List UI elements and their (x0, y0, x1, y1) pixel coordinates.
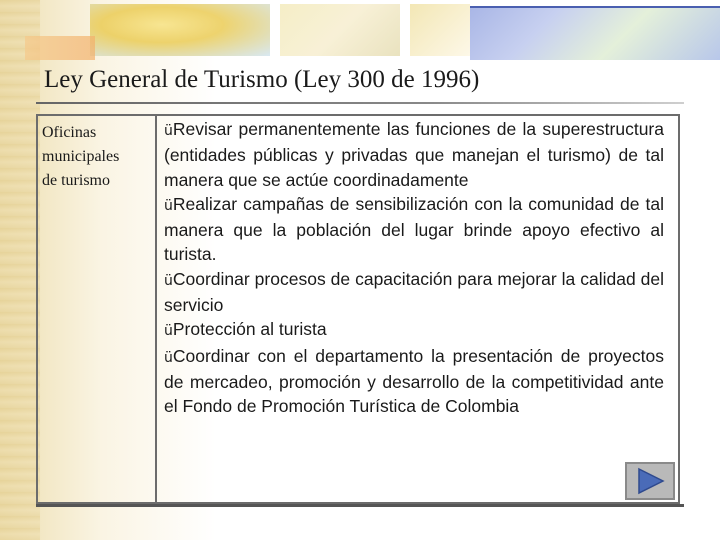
next-slide-button[interactable] (625, 462, 675, 500)
slide-title: Ley General de Turismo (Ley 300 de 1996) (44, 66, 480, 93)
checkmark-icon: ü (164, 349, 173, 366)
decorative-banner (90, 0, 720, 62)
bullet-item (164, 317, 664, 343)
row-label-line: municipales (42, 148, 120, 165)
bullet-item (164, 344, 664, 419)
bullet-text: Revisar permanentemente las funciones de la superestructura (entidades públicas y privadas que manejan el turismo) de tal manera que se actúe coordinadamente (164, 119, 664, 190)
title-underline (36, 102, 684, 104)
checkmark-icon: ü (164, 123, 173, 139)
bullet-item (164, 192, 664, 267)
checkmark-icon: ü (164, 323, 173, 340)
play-next-icon (635, 467, 665, 495)
banner-image-blue (470, 6, 720, 60)
checkmark-icon: ü (164, 272, 173, 289)
row-label (42, 121, 152, 193)
table-bottom-border (36, 504, 684, 507)
bullet-list (164, 117, 664, 419)
banner-image-leaves (90, 4, 270, 56)
column-divider (155, 114, 157, 504)
bullet-text: Coordinar con el departamento la presentación de proyectos de mercadeo, promoción y desarrollo de la competitividad ante el Fondo de Promoción Turística de Colombia (164, 345, 664, 417)
banner-image-light (410, 4, 470, 56)
decorative-left-band (0, 0, 40, 540)
row-label-line: Oficinas (42, 124, 97, 141)
bullet-item (164, 267, 664, 318)
bullet-text: Protección al turista (172, 319, 327, 340)
bullet-text: Coordinar procesos de capacitación para mejorar la calidad del servicio (164, 268, 664, 316)
checkmark-icon: ü (164, 197, 173, 214)
bullet-text: Realizar campañas de sensibilización con la comunidad de tal manera que la población del lugar brinde apoyo efectivo al turista. (164, 193, 664, 265)
bullet-item (164, 117, 664, 192)
banner-image-paper (280, 4, 400, 56)
row-label-line: de turismo (42, 172, 110, 189)
decorative-orange-strip (25, 36, 95, 60)
